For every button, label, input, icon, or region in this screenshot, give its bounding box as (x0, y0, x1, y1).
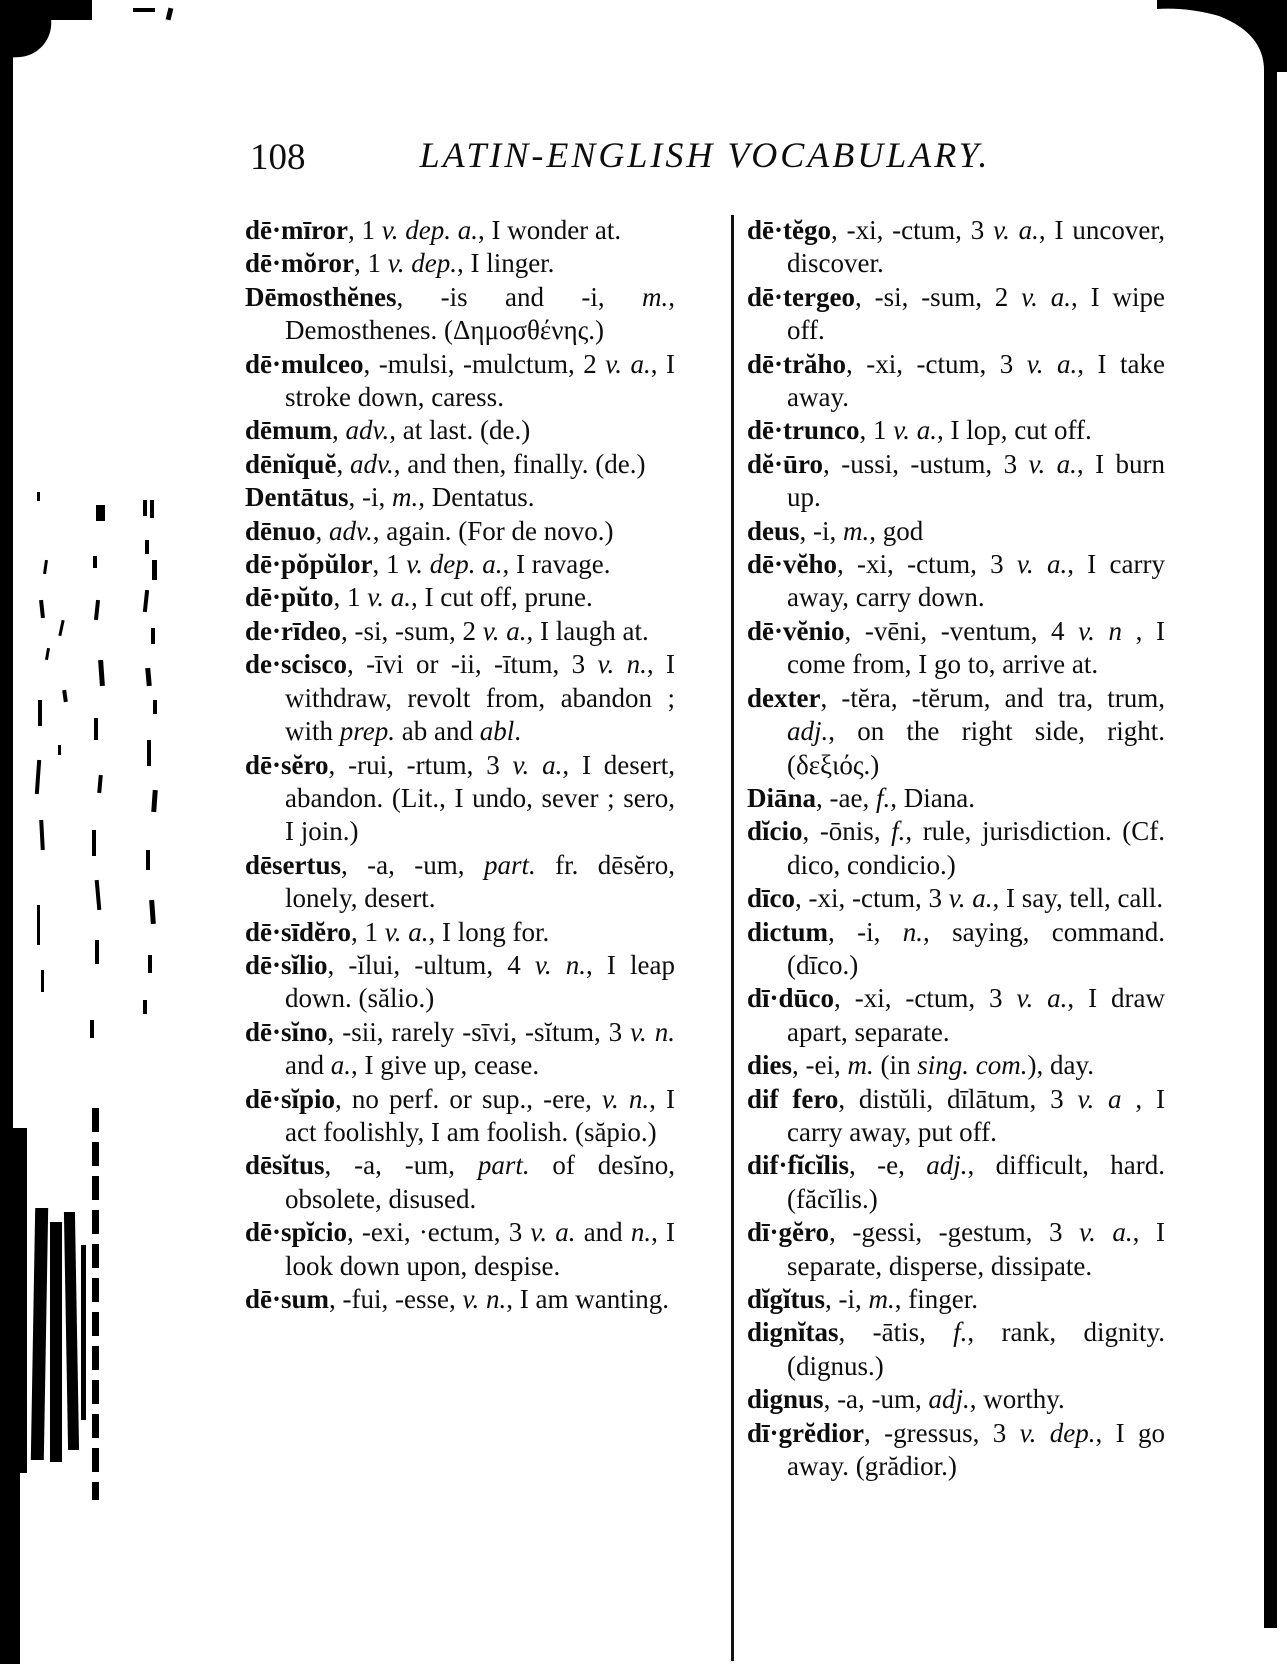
headword: dē·sĭlio (245, 949, 328, 980)
ink-smudge (62, 690, 68, 702)
vocab-entry: dictum, -i, n., saying, command. (dīco.) (747, 916, 1165, 980)
ink-smudge (58, 620, 64, 636)
vocab-entry: dēnĭquĕ, adv., and then, finally. (de.) (245, 448, 646, 479)
ink-smudge (37, 492, 40, 501)
headword: dē·sĭpio (245, 1083, 336, 1114)
vocab-entry: dēnuo, adv., again. (For de novo.) (245, 515, 614, 546)
ink-smudge (145, 540, 149, 554)
headword: dĭcio (747, 816, 803, 847)
vocab-entry: dī·dūco, -xi, -ctum, 3 v. a., I draw apart, separate. (747, 983, 1165, 1047)
vocab-entry: dē·sum, -fui, -esse, v. n., I am wanting. (245, 1284, 669, 1314)
headword: dexter (747, 682, 821, 713)
vocab-entry: dē·vĕnio, -vēni, -ventum, 4 v. n , I come from, I go to, arrive at. (747, 615, 1165, 680)
headword: dē·vĕnio (747, 615, 845, 646)
ink-smudge (150, 500, 154, 518)
vocab-entry: Dentātus, -i, m., Dentatus. (245, 482, 535, 513)
scan-artifact-streak (81, 1245, 86, 1420)
scan-artifact-left-bar-wide (0, 1128, 27, 1473)
headword: dignĭtas (747, 1317, 839, 1348)
headword: dē·mulceo (245, 348, 364, 379)
headword: dī·dūco (747, 983, 835, 1014)
scan-artifact-left-bar-lower (0, 1460, 20, 1664)
vocab-entry: dīco, -xi, -ctum, 3 v. a., I say, tell, call. (747, 883, 1164, 914)
page-title: LATIN-ENGLISH VOCABULARY. (419, 135, 991, 175)
ink-smudge (151, 628, 155, 644)
vocab-entry: dignus, -a, -um, adj., worthy. (747, 1384, 1065, 1415)
ink-smudge (39, 820, 45, 850)
headword: dē·sum (245, 1284, 330, 1314)
headword: dī·gĕro (747, 1217, 830, 1248)
vocab-entry: dif·fĭcĭlis, -e, adj., difficult, hard. (făcĭlis.) (747, 1150, 1165, 1214)
ink-smudge (143, 500, 147, 516)
vocab-entry: dē·mŏror, 1 v. dep., I linger. (245, 248, 555, 279)
headword: dēmum (245, 415, 332, 446)
vocab-entry: dĭcio, -ōnis, f., rule, jurisdiction. (Cf. dico, condicio.) (747, 816, 1165, 880)
vocab-entry: dēsertus, -a, -um, part. fr. dēsĕro, lonely, desert. (245, 849, 675, 914)
vocab-entry: dē·trunco, 1 v. a., I lop, cut off. (747, 415, 1092, 446)
ink-smudge (94, 600, 100, 620)
ink-smudge (90, 1020, 94, 1038)
vocab-entry: dē·tĕgo, -xi, -ctum, 3 v. a., I uncover, discover. (747, 215, 1165, 279)
vocab-entry: dē·mīror, 1 v. dep. a., I wonder at. (245, 215, 622, 245)
ink-smudge (94, 718, 98, 740)
headword: dē·trunco (747, 415, 860, 446)
headword: dies (747, 1050, 793, 1081)
vocab-entry: dĭgĭtus, -i, m., finger. (747, 1284, 979, 1314)
vocab-entry: dē·pŏpŭlor, 1 v. dep. a., I ravage. (245, 549, 611, 580)
ink-smudge (146, 850, 150, 870)
vocab-entry: dē·tergeo, -si, -sum, 2 v. a., I wipe off. (747, 281, 1165, 346)
headword: dē·pŏpŭlor (245, 549, 373, 580)
headword: de·scisco (245, 649, 347, 680)
vocab-entry: dē·sĭlio, -ĭlui, -ultum, 4 v. n., I leap down. (sălio.) (245, 949, 675, 1014)
headword: dē·vĕho (747, 549, 838, 580)
vocab-entry: dignĭtas, -ātis, f., rank, dignity. (dignus.) (747, 1317, 1165, 1381)
right-column (747, 214, 1165, 1664)
ink-smudge (45, 648, 50, 660)
vocab-entry: dexter, -tĕra, -tĕrum, and tra, trum, adj., on the right side, right. (δεξιός.) (747, 682, 1165, 780)
headword: dēnĭquĕ (245, 448, 337, 479)
headword: dē·mīror (245, 215, 348, 245)
ink-smudge (147, 740, 151, 766)
ink-smudge (143, 590, 149, 612)
headword: dif·fĭcĭlis (747, 1150, 850, 1181)
ink-smudge (148, 955, 152, 973)
ink-smudge (153, 700, 157, 714)
ink-smudge (43, 560, 48, 574)
vocab-entry: dē·mulceo, -mulsi, -mulctum, 2 v. a., I stroke down, caress. (245, 348, 675, 413)
vocab-entry: Dēmosthĕnes, -is and -i, m., Demosthenes. (Δημοσθένης.) (245, 281, 675, 346)
ink-smudge (96, 505, 105, 521)
left-column (245, 214, 675, 1664)
vocab-entry: dif fero, distŭli, dīlātum, 3 v. a , I carry away, put off. (747, 1083, 1165, 1147)
headword: dē·mŏror (245, 248, 354, 279)
headword: dē·pŭto (245, 582, 334, 613)
vocab-entry: dēsĭtus, -a, -um, part. of desĭno, obsolete, disused. (245, 1150, 675, 1214)
scan-artifact-streak (64, 1212, 79, 1450)
vocab-entry: dē·trăho, -xi, -ctum, 3 v. a., I take away. (747, 348, 1165, 413)
headword: Dentātus (245, 482, 349, 513)
vocab-entry: deus, -i, m., god (747, 515, 924, 546)
vocab-entry: dē·sĭpio, no perf. or sup., -ere, v. n., I act foolishly, I am foolish. (săpio.) (245, 1083, 675, 1147)
ink-smudge (38, 700, 42, 726)
vocab-entry: dies, -ei, m. (in sing. com.), day. (747, 1050, 1094, 1081)
headword: dī·grĕdior (747, 1417, 864, 1448)
ink-smudge (151, 790, 158, 812)
headword: dictum (747, 916, 828, 947)
ink-smudge (37, 905, 40, 945)
headword: dē·trăho (747, 348, 846, 379)
vocab-entry: de·scisco, -īvi or -ii, -ītum, 3 v. n., I withdraw, revolt from, abandon ; with prep. ab and abl. (245, 649, 675, 747)
scan-artifact-broken-streak (92, 1108, 99, 1500)
page-number: 108 (250, 137, 306, 178)
scan-artifact-corner-blob2 (0, 0, 53, 58)
vocab-entry: dē·sīdĕro, 1 v. a., I long for. (245, 916, 550, 947)
scan-artifact-top-dash (133, 8, 155, 12)
ink-smudge (152, 560, 157, 580)
scan-artifact-streak (31, 1208, 48, 1460)
headword: dif fero (747, 1083, 839, 1114)
ink-smudge (39, 600, 45, 618)
headword: dēsertus (245, 849, 341, 880)
ink-smudge (145, 668, 152, 686)
ink-smudge (93, 556, 97, 568)
ink-smudge (98, 660, 105, 686)
scan-artifact-right-bar (1264, 0, 1277, 1628)
headword: Diāna (747, 782, 817, 813)
headword: dĭgĭtus (747, 1284, 826, 1314)
vocab-entry: dī·gĕro, -gessi, -gestum, 3 v. a., I separate, disperse, dissipate. (747, 1217, 1165, 1281)
scan-artifact-top-tick (166, 8, 174, 21)
vocab-entry: dēmum, adv., at last. (de.) (245, 415, 531, 446)
headword: dēsĭtus (245, 1150, 325, 1181)
vocab-entry: dē·vĕho, -xi, -ctum, 3 v. a., I carry away, carry down. (747, 549, 1165, 613)
vocab-entry: dĕ·ūro, -ussi, -ustum, 3 v. a., I burn up. (747, 448, 1165, 513)
ink-smudge (95, 940, 99, 964)
headword: Dēmosthĕnes (245, 281, 397, 312)
headword: dē·tergeo (747, 281, 855, 312)
headword: de·rīdeo (245, 615, 341, 646)
vocab-entry: de·rīdeo, -si, -sum, 2 v. a., I laugh at. (245, 615, 649, 646)
column-divider-rule (731, 215, 734, 1661)
ink-smudge (97, 775, 103, 793)
headword: dē·sĕro (245, 749, 329, 780)
headword: deus (747, 515, 800, 546)
headword: dē·tĕgo (747, 215, 831, 245)
ink-smudge (143, 1000, 147, 1014)
vocab-entry: dē·spĭcio, -exi, ·ectum, 3 v. a. and n., I look down upon, despise. (245, 1217, 675, 1281)
ink-smudge (35, 760, 41, 794)
headword: dignus (747, 1384, 824, 1415)
headword: dē·spĭcio (245, 1217, 348, 1248)
ink-smudge (92, 830, 96, 856)
vocab-entry: dī·grĕdior, -gressus, 3 v. dep., I go away. (grădior.) (747, 1417, 1165, 1482)
headword: dīco (747, 883, 796, 914)
vocab-entry: dē·pŭto, 1 v. a., I cut off, prune. (245, 582, 593, 613)
ink-smudge (149, 900, 156, 924)
headword: dēnuo (245, 515, 316, 546)
headword: dĕ·ūro (747, 448, 824, 479)
scan-artifact-streak (50, 1222, 62, 1462)
headword: dē·sĭno (245, 1016, 328, 1047)
ink-smudge (58, 745, 61, 755)
vocab-entry: dē·sĕro, -rui, -rtum, 3 v. a., I desert, abandon. (Lit., I undo, sever ; sero, I join.) (245, 749, 675, 847)
ink-smudge (95, 880, 102, 910)
vocab-entry: Diāna, -ae, f., Diana. (747, 782, 975, 813)
headword: dē·sīdĕro (245, 916, 352, 947)
vocab-entry: dē·sĭno, -sii, rarely -sīvi, -sĭtum, 3 v. n. and a., I give up, cease. (245, 1016, 675, 1081)
ink-smudge (41, 970, 44, 992)
